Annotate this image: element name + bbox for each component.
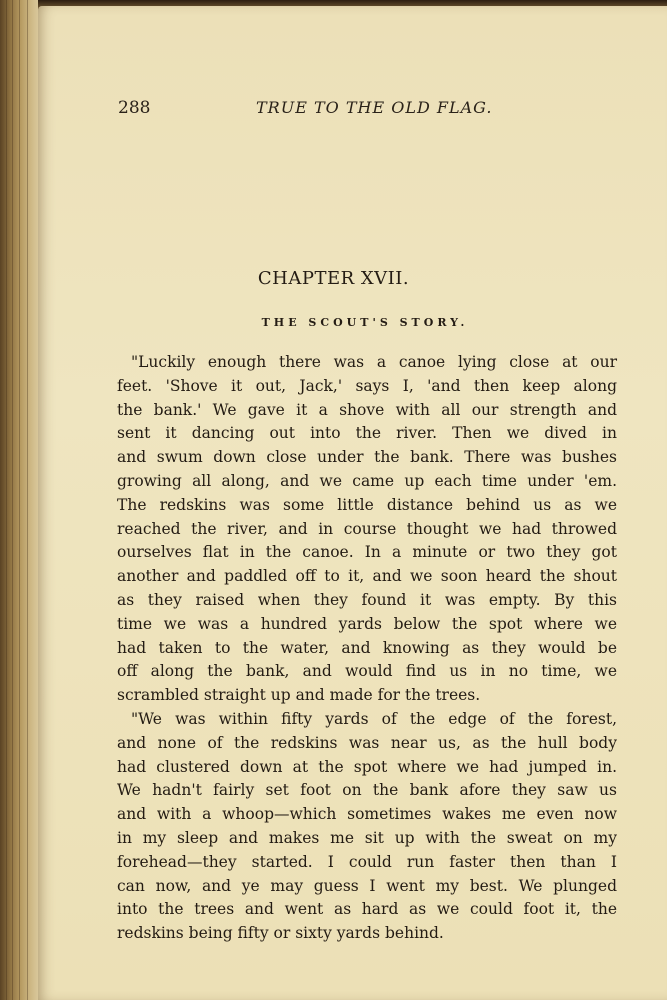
text-line: off along the bank, and would find us in no time, we bbox=[117, 662, 617, 681]
text-line: redskins being fifty or sixty yards behind. bbox=[117, 924, 444, 943]
text-line: We hadn't fairly set foot on the bank afore they saw us bbox=[117, 781, 617, 800]
text-line: forehead—they started. I could run faster then than I bbox=[117, 852, 617, 871]
running-title: TRUE TO THE OLD FLAG. bbox=[256, 98, 493, 117]
text-line: in my sleep and makes me sit up with the sweat on my bbox=[117, 828, 617, 847]
text-line: another and paddled off to it, and we soon heard the shout bbox=[117, 567, 617, 586]
text-line: time we was a hundred yards below the spot where we bbox=[117, 614, 617, 633]
text-line: sent it dancing out into the river. Then we dived in bbox=[117, 424, 617, 443]
text-line: had taken to the water, and knowing as they would be bbox=[117, 638, 617, 657]
text-line: and swum down close under the bank. There was bushes bbox=[117, 448, 617, 467]
page-number: 288 bbox=[118, 98, 151, 118]
text-line: feet. 'Shove it out, Jack,' says I, 'and then keep along bbox=[117, 376, 617, 395]
text-line: "We was within fifty yards of the edge of the forest, bbox=[131, 709, 617, 728]
text-line: reached the river, and in course thought we had throwed bbox=[117, 519, 617, 538]
text-line: as they raised when they found it was empty. By this bbox=[117, 590, 617, 609]
text-line: into the trees and went as hard as we could foot it, the bbox=[117, 900, 617, 919]
running-head bbox=[78, 98, 618, 122]
text-line: ourselves flat in the canoe. In a minute or two they got bbox=[117, 543, 617, 562]
text-line: The redskins was some little distance behind us as we bbox=[117, 495, 617, 514]
text-line: scrambled straight up and made for the trees. bbox=[117, 686, 481, 705]
text-line: the bank.' We gave it a shove with all our strength and bbox=[117, 400, 617, 419]
chapter-subtitle: THE SCOUT'S STORY. bbox=[261, 316, 469, 329]
text-line: and with a whoop—which sometimes wakes me even now bbox=[117, 805, 617, 824]
text-line: and none of the redskins was near us, as the hull body bbox=[117, 733, 617, 752]
book-page-edges bbox=[0, 0, 38, 1000]
text-line: growing all along, and we came up each time under 'em. bbox=[117, 471, 617, 490]
text-line: had clustered down at the spot where we had jumped in. bbox=[117, 757, 617, 776]
text-line: can now, and ye may guess I went my best. We plunged bbox=[117, 876, 617, 895]
chapter-heading: CHAPTER XVII. bbox=[257, 268, 410, 289]
body-text bbox=[117, 351, 617, 946]
text-line: "Luckily enough there was a canoe lying close at our bbox=[131, 353, 617, 371]
